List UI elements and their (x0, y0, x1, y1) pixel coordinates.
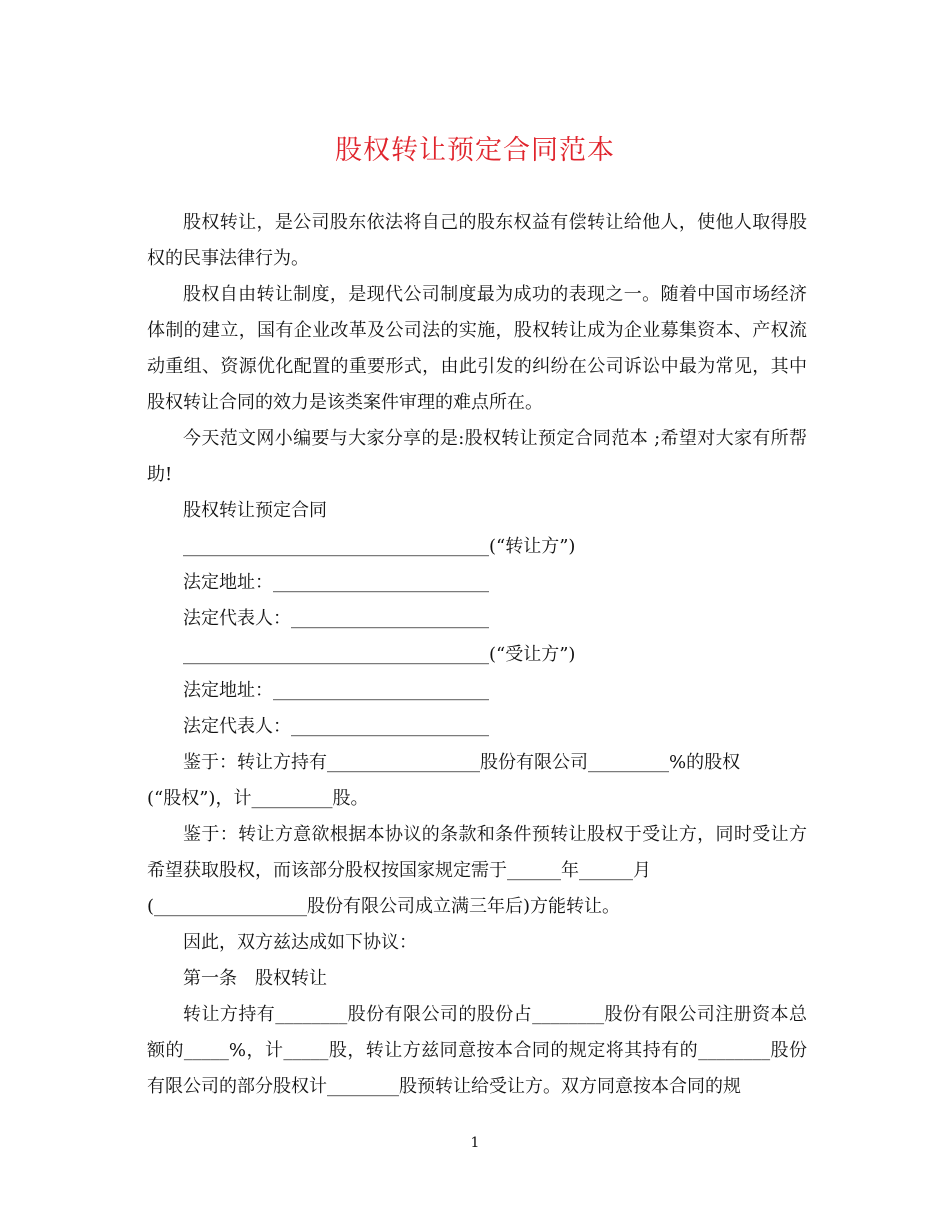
paragraph-intro: 今天范文网小编要与大家分享的是:股权转让预定合同范本 ;希望对大家有所帮助! (147, 428, 807, 485)
transferee-representative: 法定代表人：______________________ (183, 716, 489, 737)
transferor-representative: 法定代表人：______________________ (183, 608, 489, 629)
whereas-clause-2: 鉴于：转让方意欲根据本协议的条款和条件预转让股权于受让方，同时受让方希望获取股权，而该部分股权按国家规定需于______年______月 (147, 824, 807, 881)
whereas-clause-1-line1: 鉴于：转让方持有_________________股份有限公司_________%的股权 (183, 752, 741, 773)
document-title: 股权转让预定合同范本 (335, 135, 615, 166)
article-1-body: 转让方持有________股份有限公司的股份占________股份有限公司注册资本总额的_____%，计_____股，转让方兹同意按本合同的规定将其持有的________股份有限公司的部分股权计________股预转让给受让方。双方同意按本合同的规 (147, 1004, 807, 1097)
page-number: 1 (470, 1135, 480, 1151)
transferor-party-line: __________________________________(“转让方”) (183, 536, 576, 557)
paragraph-definition: 股权转让，是公司股东依法将自己的股东权益有偿转让给他人，使他人取得股权的民事法律行为。 (147, 212, 807, 269)
paragraph-background: 股权自由转让制度，是现代公司制度最为成功的表现之一。随着中国市场经济体制的建立，国有企业改革及公司法的实施，股权转让成为企业募集资本、产权流动重组、资源优化配置的重要形式，由此引发的纠纷在公司诉讼中最为常见，其中股权转让合同的效力是该类案件审理的难点所在。 (147, 284, 807, 413)
transferor-address: 法定地址：________________________ (183, 572, 489, 593)
whereas-clause-2-line3: (_________________股份有限公司成立满三年后)方能转让。 (147, 896, 621, 917)
article-1-title: 第一条 股权转让 (183, 968, 327, 989)
transferee-party-line: __________________________________(“受让方”) (183, 644, 576, 665)
whereas-clause-1-line2: (“股权”)，计_________股。 (147, 788, 369, 809)
transferee-address: 法定地址：________________________ (183, 680, 489, 701)
contract-title: 股权转让预定合同 (183, 500, 327, 521)
therefore-clause: 因此，双方兹达成如下协议： (183, 932, 417, 953)
